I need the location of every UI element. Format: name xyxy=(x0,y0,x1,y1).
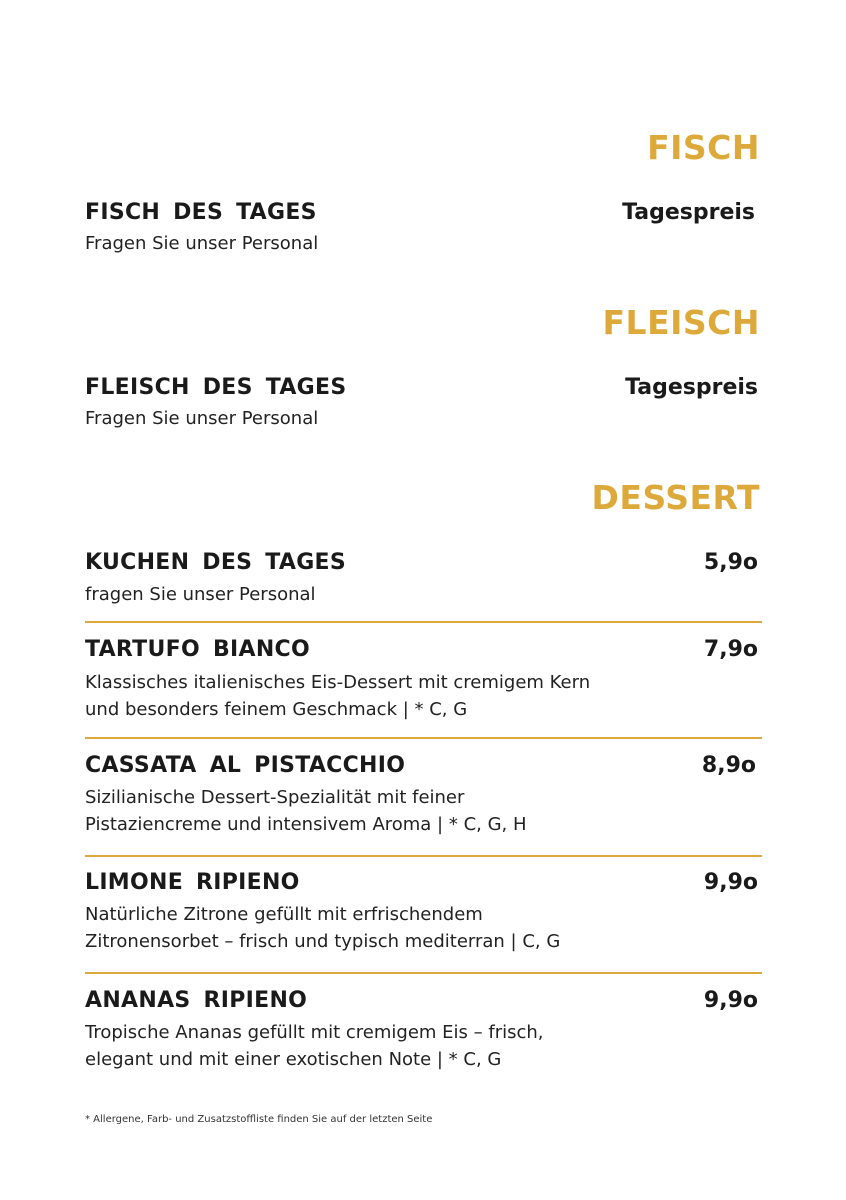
section-title-fisch: FISCH xyxy=(647,128,760,167)
item-name: TARTUFO BIANCO xyxy=(85,637,310,662)
divider xyxy=(85,737,762,739)
item-name: CASSATA AL PISTACCHIO xyxy=(85,753,406,778)
item-name: KUCHEN DES TAGES xyxy=(85,550,347,575)
item-description: Zitronensorbet – frisch und typisch mediterran | C, G xyxy=(85,931,561,952)
item-description: elegant und mit einer exotischen Note | * C, G xyxy=(85,1049,502,1070)
item-price: Tagespreis xyxy=(625,375,758,400)
allergen-footnote: * Allergene, Farb- und Zusatzstoffliste finden Sie auf der letzten Seite xyxy=(85,1114,433,1125)
item-price: 7,9o xyxy=(703,637,758,662)
item-description: fragen Sie unser Personal xyxy=(85,584,316,605)
item-price: Tagespreis xyxy=(622,200,755,225)
item-description: und besonders feinem Geschmack | * C, G xyxy=(85,699,468,720)
item-description: Pistaziencreme und intensivem Aroma | * C, G, H xyxy=(85,814,527,835)
item-name: FLEISCH DES TAGES xyxy=(85,375,347,400)
item-price: 5,9o xyxy=(703,550,758,575)
item-name: ANANAS RIPIENO xyxy=(85,988,308,1013)
item-description: Klassisches italienisches Eis-Dessert mit cremigem Kern xyxy=(85,672,591,693)
item-price: 9,9o xyxy=(703,870,758,895)
item-description: Tropische Ananas gefüllt mit cremigem Eis – frisch, xyxy=(85,1022,544,1043)
item-price: 9,9o xyxy=(703,988,758,1013)
item-name: LIMONE RIPIENO xyxy=(85,870,300,895)
item-name: FISCH DES TAGES xyxy=(85,200,317,225)
item-description: Fragen Sie unser Personal xyxy=(85,408,319,429)
item-price: 8,9o xyxy=(701,753,756,778)
item-description: Sizilianische Dessert-Spezialität mit feiner xyxy=(85,787,465,808)
section-title-fleisch: FLEISCH xyxy=(602,303,760,342)
item-description: Fragen Sie unser Personal xyxy=(85,233,319,254)
section-title-dessert: DESSERT xyxy=(591,478,760,517)
divider xyxy=(85,855,762,857)
divider xyxy=(85,621,762,623)
divider xyxy=(85,972,762,974)
item-description: Natürliche Zitrone gefüllt mit erfrischendem xyxy=(85,904,483,925)
